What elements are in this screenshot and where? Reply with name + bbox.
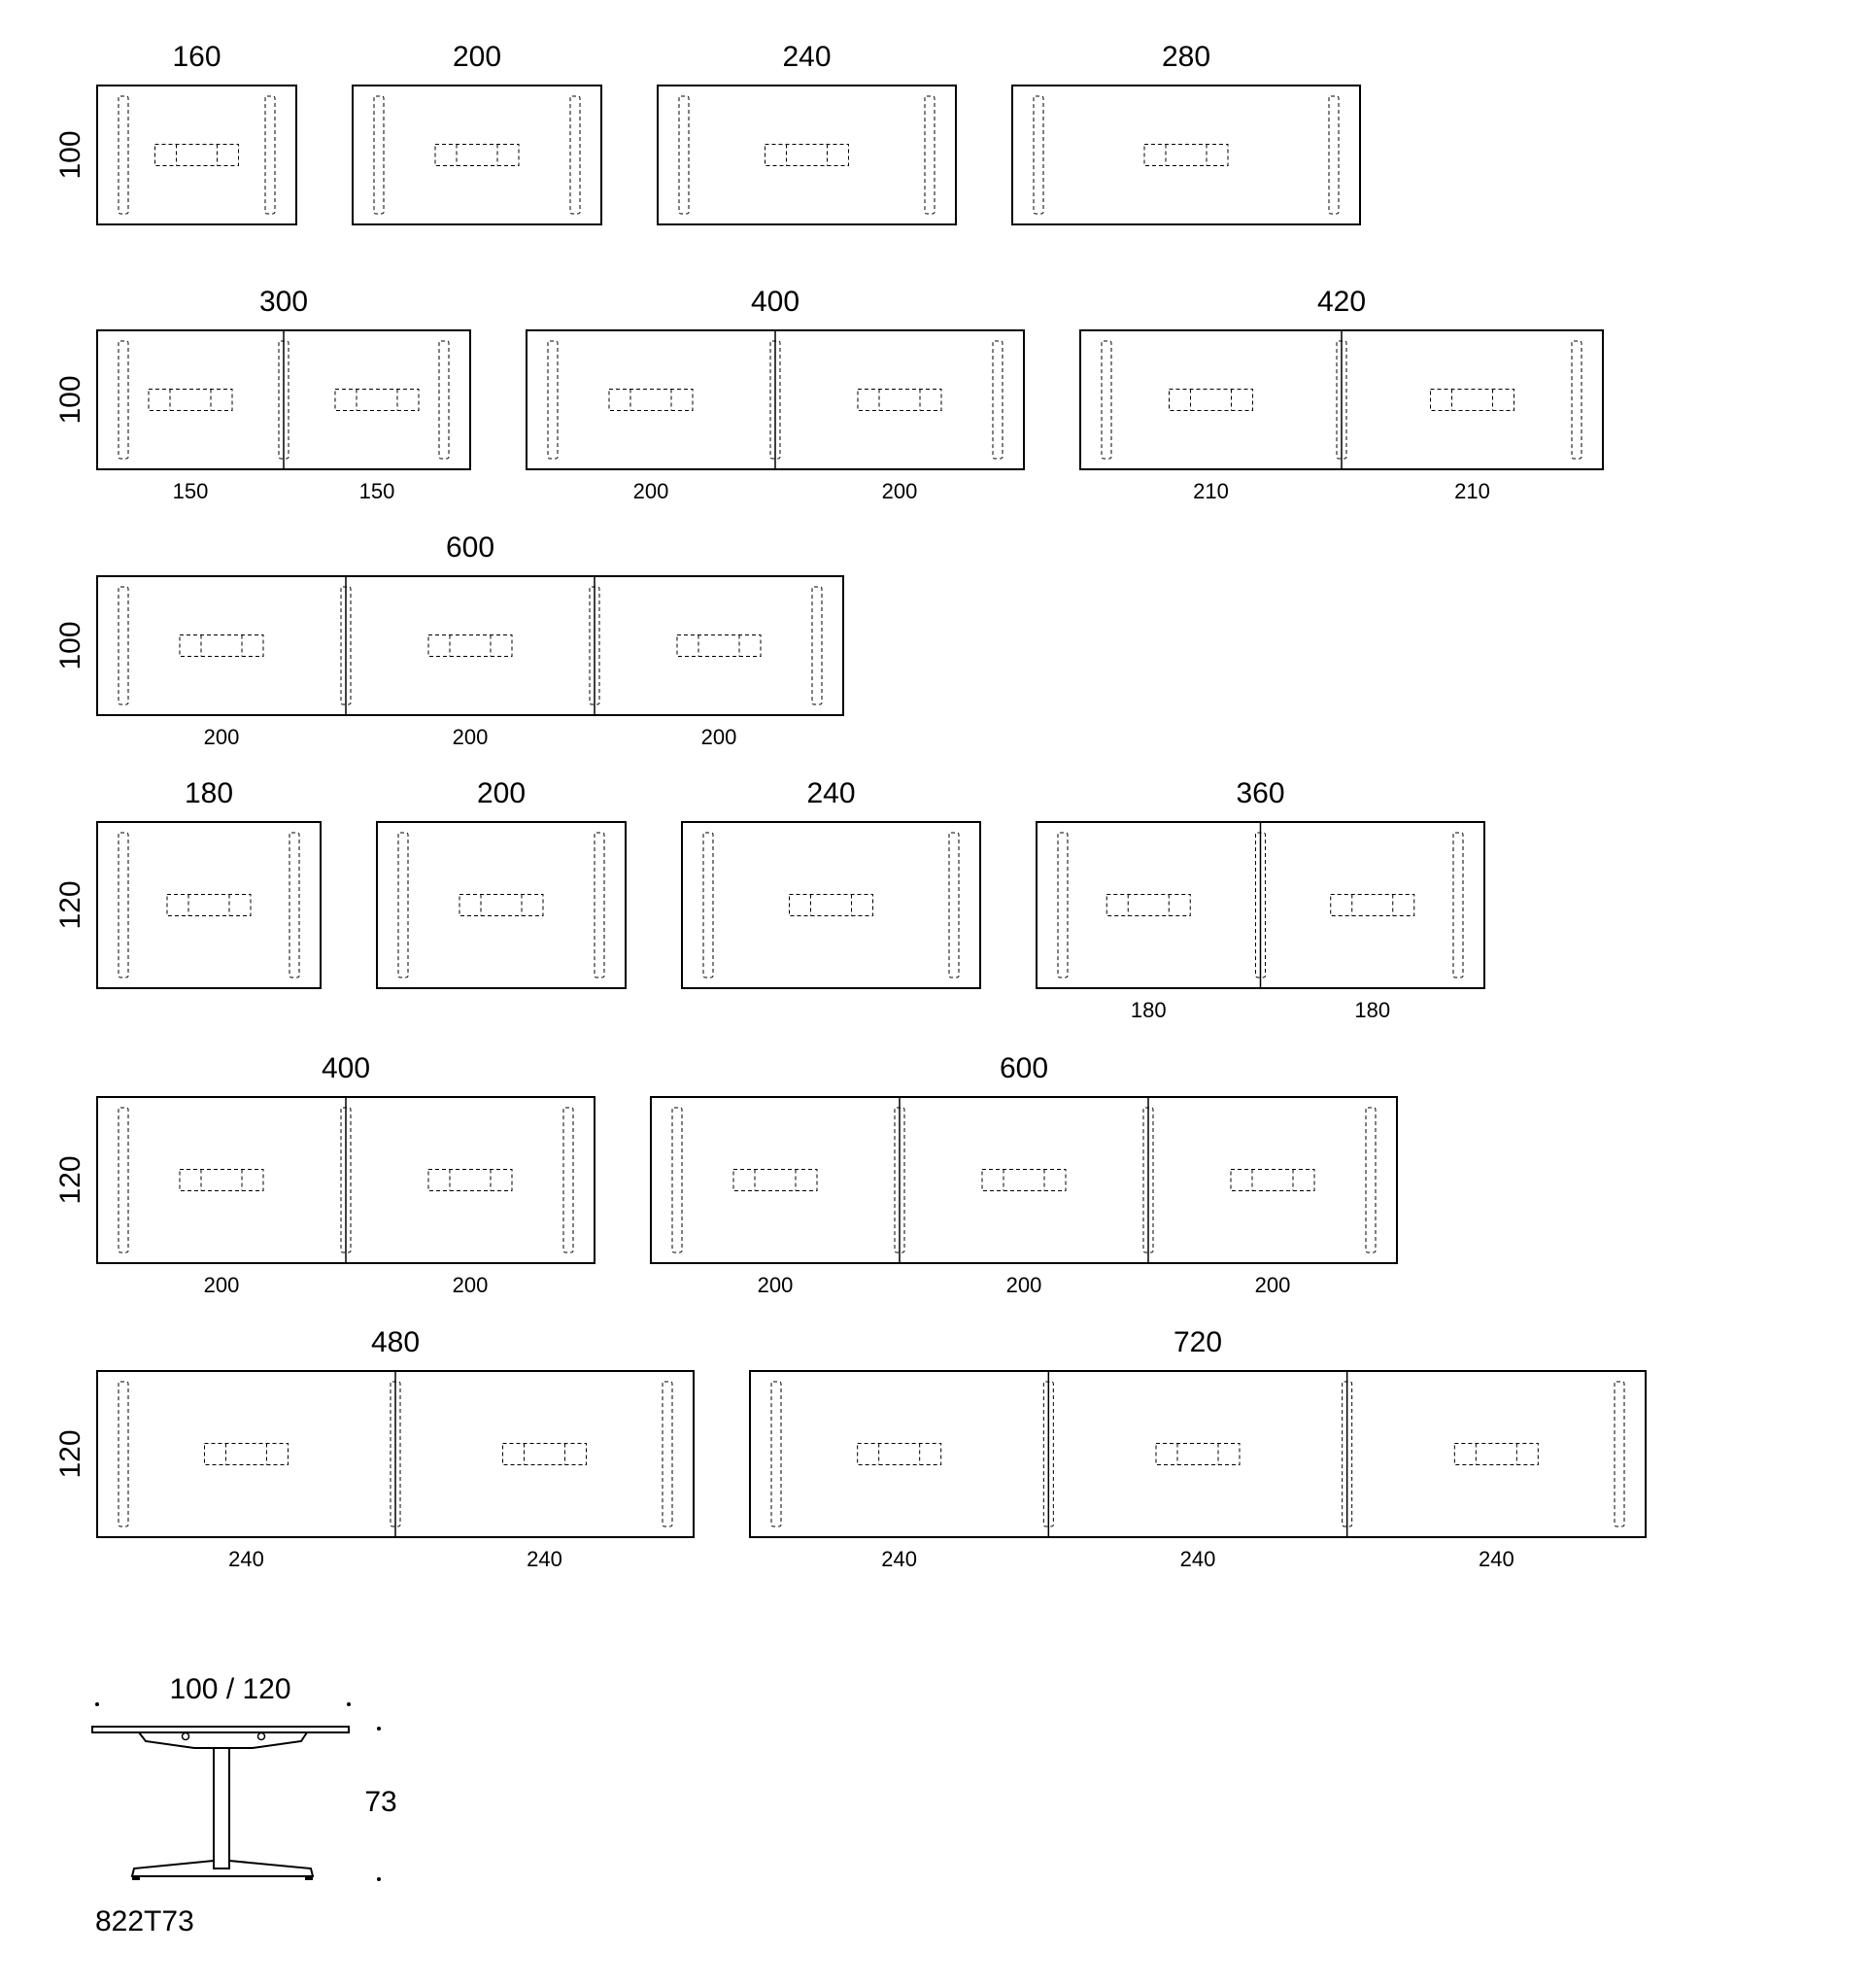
- module-width-label: 200: [632, 479, 669, 503]
- cable-tray: [503, 1444, 587, 1465]
- leg-right: [570, 96, 580, 214]
- module-width-label: 180: [1130, 998, 1167, 1022]
- cable-tray: [765, 145, 849, 166]
- cable-tray: [1331, 895, 1414, 916]
- table-100x200: [353, 41, 601, 224]
- cable-tray: [428, 1170, 512, 1191]
- side-glide-left: [132, 1876, 140, 1880]
- leg-left: [548, 341, 558, 459]
- cable-tray: [1156, 1444, 1240, 1465]
- table-depth-label: 120: [54, 880, 86, 930]
- table-width-label: 180: [184, 777, 234, 809]
- table-outline: [97, 822, 321, 988]
- table-width-label: 420: [1316, 286, 1367, 318]
- leg-right: [925, 96, 935, 214]
- cable-tray: [677, 635, 761, 657]
- module-width-label: 240: [881, 1547, 918, 1571]
- cable-tray: [1106, 895, 1190, 916]
- leg-right: [812, 587, 822, 704]
- leg-right: [1615, 1382, 1624, 1526]
- table-width-label: 240: [806, 777, 856, 809]
- side-width-label: 100 / 120: [169, 1673, 291, 1705]
- table-width-label: 200: [452, 41, 502, 73]
- table-plans: [54, 41, 1646, 1571]
- table-width-label: 400: [321, 1052, 371, 1084]
- cable-tray-box: [149, 390, 232, 411]
- module-width-label: 200: [452, 1273, 489, 1297]
- table-outline: [97, 576, 843, 715]
- table-width-label: 720: [1173, 1326, 1223, 1358]
- module-width-label: 180: [1354, 998, 1391, 1022]
- cable-tray-box: [1431, 390, 1514, 411]
- height-marker-top: [377, 1727, 381, 1731]
- table-width-label: 280: [1161, 41, 1211, 73]
- cable-tray-box: [858, 1444, 941, 1465]
- cable-tray: [459, 895, 543, 916]
- table-outline: [353, 86, 601, 224]
- table-100x160: [54, 41, 296, 224]
- table-depth-label: 120: [54, 1429, 86, 1479]
- cable-tray-box: [1331, 895, 1414, 916]
- module-width-label: 200: [452, 725, 489, 749]
- leg-right: [1329, 96, 1339, 214]
- side-glide-right: [305, 1876, 313, 1880]
- module-width-label: 240: [527, 1547, 562, 1571]
- table-100x600: [54, 531, 843, 749]
- cable-tray-box: [180, 635, 263, 657]
- table-width-label: 600: [445, 531, 495, 564]
- leg-left: [119, 96, 128, 214]
- cable-tray-box: [1156, 1444, 1240, 1465]
- table-width-label: 160: [172, 41, 221, 73]
- cable-tray: [180, 1170, 263, 1191]
- table-width-label: 300: [258, 286, 309, 318]
- cable-tray: [180, 635, 263, 657]
- leg-left: [679, 96, 689, 214]
- cable-tray-box: [428, 1170, 512, 1191]
- table-width-label: 360: [1236, 777, 1285, 809]
- cable-tray: [149, 390, 232, 411]
- table-120x600: [651, 1052, 1397, 1297]
- leg-left: [672, 1108, 682, 1252]
- side-screw-left: [183, 1733, 189, 1740]
- table-100x300: [54, 286, 470, 503]
- table-120x400: [54, 1052, 595, 1297]
- module-width-label: 200: [203, 725, 240, 749]
- table-depth-label: 120: [54, 1155, 86, 1205]
- cable-tray-box: [790, 895, 873, 916]
- leg-left: [374, 96, 384, 214]
- leg-left: [119, 587, 128, 704]
- side-tabletop: [92, 1727, 349, 1732]
- table-depth-label: 100: [54, 375, 86, 425]
- width-marker-left: [95, 1702, 99, 1706]
- cable-tray: [1144, 145, 1228, 166]
- cable-tray-box: [180, 1170, 263, 1191]
- module-width-label: 210: [1193, 479, 1229, 503]
- height-marker-bottom: [377, 1877, 381, 1881]
- leg-right: [1366, 1108, 1376, 1252]
- cable-tray: [1231, 1170, 1314, 1191]
- cable-tray-box: [167, 895, 251, 916]
- cable-tray-box: [858, 390, 941, 411]
- leg-left: [119, 1382, 128, 1526]
- leg-right: [993, 341, 1003, 459]
- table-depth-label: 100: [54, 621, 86, 670]
- cable-tray: [858, 1444, 941, 1465]
- cable-tray: [1454, 1444, 1538, 1465]
- cable-tray: [167, 895, 251, 916]
- cable-tray-box: [1170, 390, 1253, 411]
- cable-tray: [435, 145, 519, 166]
- cable-tray-box: [1231, 1170, 1314, 1191]
- cable-tray-box: [155, 145, 239, 166]
- cable-tray: [858, 390, 941, 411]
- cable-tray-box: [205, 1444, 289, 1465]
- cable-tray-box: [765, 145, 849, 166]
- module-width-label: 200: [1005, 1273, 1042, 1297]
- side-column: [214, 1748, 229, 1868]
- table-120x720: [750, 1326, 1646, 1571]
- table-outline: [651, 1097, 1397, 1263]
- cable-tray-box: [428, 635, 512, 657]
- table-100x240: [658, 41, 956, 224]
- leg-right: [439, 341, 449, 459]
- table-width-label: 240: [782, 41, 832, 73]
- leg-left: [771, 1382, 781, 1526]
- table-outline: [682, 822, 980, 988]
- table-100x280: [1012, 41, 1360, 224]
- leg-left: [119, 1108, 128, 1252]
- leg-right: [563, 1108, 573, 1252]
- cable-tray-box: [677, 635, 761, 657]
- cable-tray-box: [435, 145, 519, 166]
- cable-tray: [1170, 390, 1253, 411]
- side-screw-right: [258, 1733, 265, 1740]
- table-120x480: [54, 1326, 694, 1571]
- table-width-label: 600: [999, 1052, 1049, 1084]
- leg-right: [289, 833, 299, 977]
- cable-tray-box: [609, 390, 693, 411]
- module-width-label: 200: [203, 1273, 240, 1297]
- table-100x400: [527, 286, 1024, 503]
- table-width-label: 400: [750, 286, 800, 318]
- module-width-label: 210: [1454, 479, 1490, 503]
- cable-tray-box: [1454, 1444, 1538, 1465]
- cable-tray: [609, 390, 693, 411]
- cable-tray-box: [1144, 145, 1228, 166]
- model-code: 822T73: [95, 1905, 194, 1937]
- leg-right: [663, 1382, 672, 1526]
- table-outline: [1012, 86, 1360, 224]
- module-width-label: 200: [757, 1273, 794, 1297]
- cable-tray: [733, 1170, 817, 1191]
- cable-tray: [205, 1444, 289, 1465]
- module-width-label: 150: [172, 479, 209, 503]
- table-120x180: [54, 777, 321, 988]
- module-width-label: 240: [1179, 1547, 1216, 1571]
- module-width-label: 200: [881, 479, 918, 503]
- width-marker-right: [347, 1702, 351, 1706]
- cable-tray: [1431, 390, 1514, 411]
- module-width-label: 150: [358, 479, 395, 503]
- leg-left: [398, 833, 408, 977]
- leg-right: [265, 96, 275, 214]
- module-width-label: 240: [1478, 1547, 1514, 1571]
- leg-right: [1453, 833, 1463, 977]
- table-120x360: [1037, 777, 1484, 1022]
- cable-tray-box: [982, 1170, 1066, 1191]
- leg-left: [1058, 833, 1068, 977]
- module-width-label: 200: [700, 725, 737, 749]
- table-120x240: [682, 777, 980, 988]
- table-depth-label: 100: [54, 130, 86, 180]
- table-outline: [658, 86, 956, 224]
- side-height-label: 73: [364, 1786, 397, 1818]
- module-width-label: 200: [1254, 1273, 1291, 1297]
- table-outline: [377, 822, 626, 988]
- cable-tray: [335, 390, 419, 411]
- leg-left: [1034, 96, 1043, 214]
- side-view-drawing: [92, 1673, 397, 1937]
- cable-tray-box: [733, 1170, 817, 1191]
- cable-tray-box: [503, 1444, 587, 1465]
- leg-right: [949, 833, 959, 977]
- table-width-label: 200: [476, 777, 527, 809]
- leg-left: [1102, 341, 1111, 459]
- leg-right: [1572, 341, 1582, 459]
- cable-tray: [155, 145, 239, 166]
- table-120x200: [377, 777, 626, 988]
- table-100x420: [1080, 286, 1603, 503]
- table-outline: [750, 1371, 1646, 1537]
- cable-tray-box: [459, 895, 543, 916]
- cable-tray: [428, 635, 512, 657]
- cable-tray: [790, 895, 873, 916]
- table-outline: [97, 86, 296, 224]
- cable-tray: [982, 1170, 1066, 1191]
- cable-tray-box: [335, 390, 419, 411]
- side-bracket: [139, 1732, 307, 1748]
- module-width-label: 240: [228, 1547, 264, 1571]
- leg-right: [595, 833, 604, 977]
- table-width-label: 480: [370, 1326, 421, 1358]
- leg-left: [703, 833, 713, 977]
- leg-left: [119, 833, 128, 977]
- cable-tray-box: [1106, 895, 1190, 916]
- leg-left: [119, 341, 128, 459]
